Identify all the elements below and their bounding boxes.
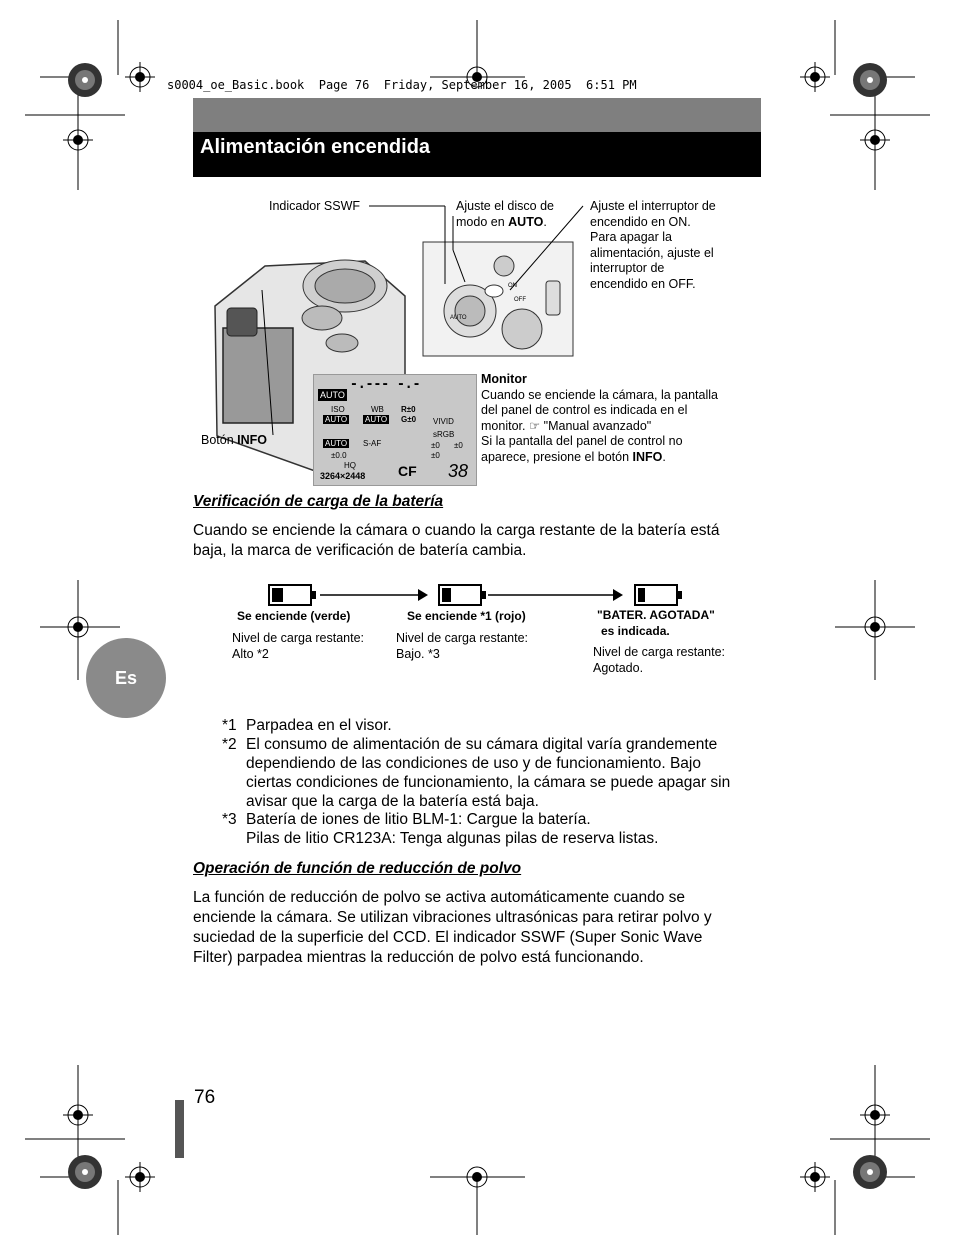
battery-low-label: Se enciende *1 (rojo) xyxy=(407,609,526,623)
dust-section-heading: Operación de función de reducción de polvo xyxy=(193,860,522,877)
book-header: s0004_oe_Basic.book Page 76 Friday, September 16, 2005 6:51 PM xyxy=(167,78,637,92)
battery-arrows xyxy=(318,584,628,606)
svg-text:ON: ON xyxy=(508,283,517,289)
page-title: Alimentación encendida xyxy=(200,136,431,158)
sswf-callout: Indicador SSWF xyxy=(269,199,361,213)
language-tab: Es xyxy=(86,638,166,718)
control-panel-screen: AUTO -.--- -.- ISO AUTO WB AUTO R±0 G±0 VIVID AUTO S-AF sRGB ±0 ±0 ±0 ±0.0 HQ 3264×2448 CF 38 xyxy=(313,374,477,486)
battery-icon-empty xyxy=(634,584,678,606)
battery-high-desc: Nivel de carga restante: Alto *2 xyxy=(232,631,365,661)
battery-empty-label: "BATER. AGOTADA" es indicada. xyxy=(597,608,715,638)
monitor-callout: Monitor Cuando se enciende la cámara, la pantalla del panel de control es indicada en el monitor. ☞ "Manual avanzado" Si la pantalla del panel de control no aparece, presione el botón INFO. xyxy=(481,372,718,464)
svg-text:OFF: OFF xyxy=(514,297,526,303)
mode-callout: Ajuste el disco de modo en AUTO. xyxy=(456,199,554,229)
auto-badge: AUTO xyxy=(320,390,345,400)
dust-section-text: La función de reducción de polvo se activa automáticamente cuando se enciende la cámara. Se utilizan vibraciones ultrasónicas para retirar polvo y suciedad de la superficie del CCD. El indicador SSWF (Super Sonic Wave Filter) parpadea mientras la reducción de polvo está funcionando. xyxy=(193,889,712,966)
battery-section-text: Cuando se enciende la cámara o cuando la carga restante de la batería está baja, la marca de verificación de batería cambia. xyxy=(193,522,720,559)
page-number: 76 xyxy=(194,1087,216,1108)
svg-text:AUTO: AUTO xyxy=(450,315,467,321)
power-callout: Ajuste el interruptor de encendido en ON. Para apagar la alimentación, ajuste el interruptor de encendido en OFF. xyxy=(590,199,716,291)
battery-icon-high xyxy=(268,584,312,606)
battery-empty-desc: Nivel de carga restante: Agotado. xyxy=(593,645,726,675)
lcd-top-readout: -.--- -.- xyxy=(350,377,421,392)
info-button-callout: Botón INFO xyxy=(201,433,268,447)
battery-low-desc: Nivel de carga restante: Bajo. *3 xyxy=(396,631,529,661)
battery-section-heading: Verificación de carga de la batería xyxy=(193,493,444,510)
reference-icon: ☞ xyxy=(528,418,541,433)
callout-lines xyxy=(0,0,954,500)
page-marker-bar xyxy=(175,1100,184,1158)
battery-high-label: Se enciende (verde) xyxy=(237,609,351,623)
